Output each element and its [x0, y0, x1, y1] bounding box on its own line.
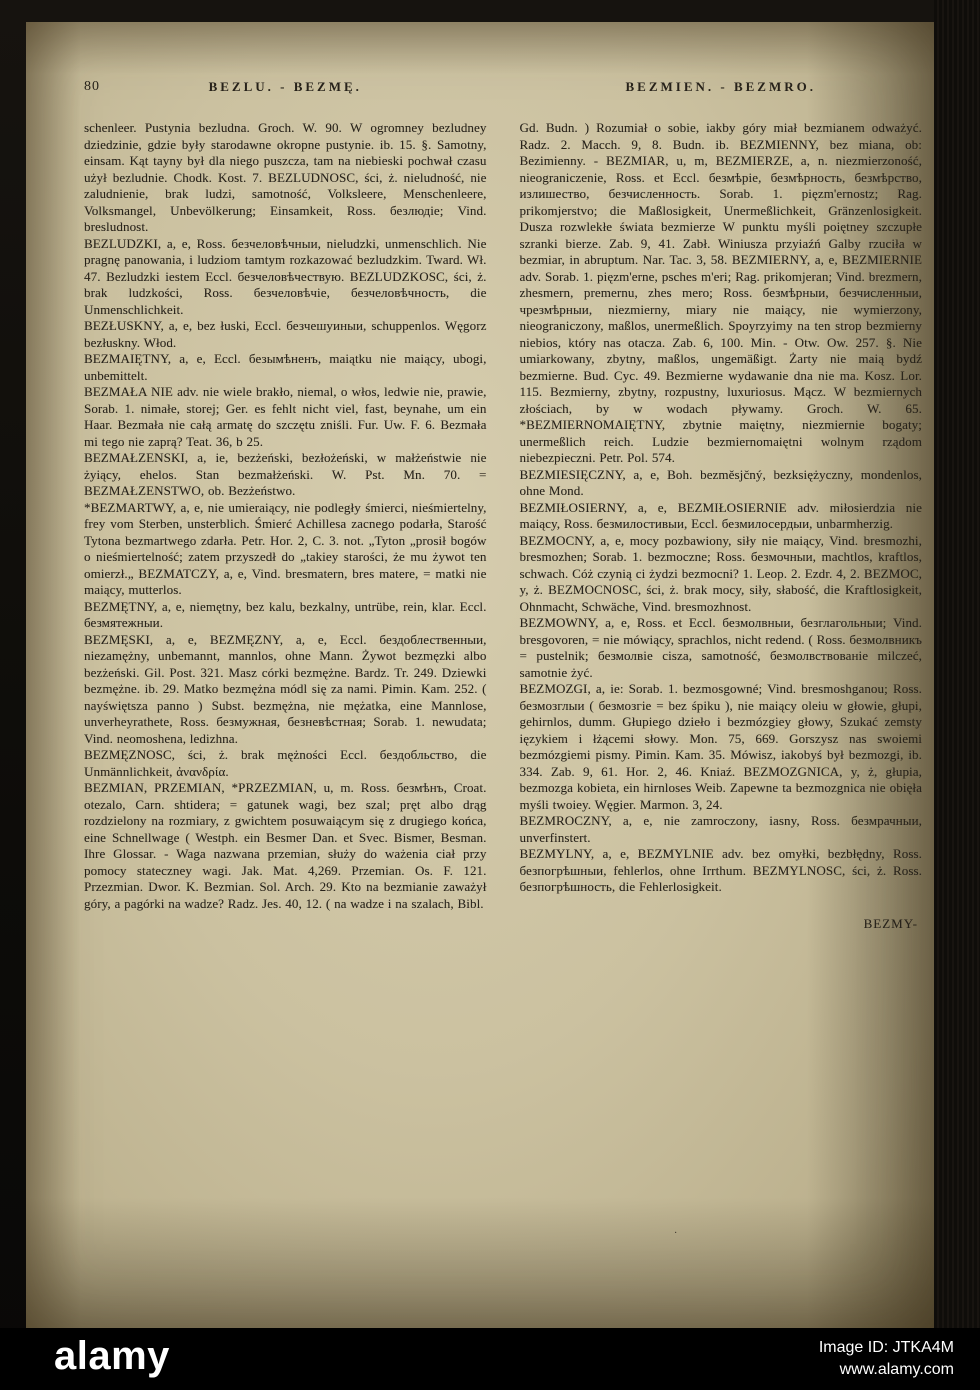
- text-columns: [84, 120, 922, 932]
- dictionary-paragraph: BEZMĘTNY, a, e, niemętny, bez kalu, bezkalny, untrübe, rein, klar. Eccl. безмятежныи.: [84, 598, 487, 630]
- running-head-right: BEZMIEN. - BEZMRO.: [625, 79, 816, 94]
- dictionary-paragraph: BEZMĘZNOSC, ści, ż. brak mężności Eccl. бездобльство, die Unmännlichkeit, ἀνανδρία.: [84, 747, 487, 779]
- dictionary-paragraph: BEZMIAN, PRZEMIAN, *PRZEZMIAN, u, m. Ross. безмѣнъ, Croat. otezalo, Carn. shtidera; = gatunek wagi, bez szal; pręt albo drąg rozdzielony na rozmiary, z gwichtem posuwaiącym się z drugiego końca, eine Schnellwage ( Westph. ein Besmer Dan. et Svec. Bismer, Besman. Ihre Glossar. - Waga nazwana przemian, służy do ważenia ciał przy pomocy stateczney wagi. Jak. Mat. 4,269. Przemian. Os. F. 121. Przezmian. Dwor. K. Bezmian. Sol. Arch. 29. Kto na bezmianie zaważył góry, a pagórki na wadze? Radz. Jes. 40, 12. ( na wadze i na szalach, Bibl.: [84, 780, 487, 911]
- page-header: [84, 78, 922, 96]
- print-artifact-dot: ·: [674, 1228, 678, 1239]
- dictionary-page: [26, 22, 934, 1328]
- catchword: BEZMY-: [863, 915, 918, 931]
- watermark-bar: [0, 1328, 980, 1390]
- right-column: [520, 120, 923, 932]
- watermark-credit: [819, 1337, 954, 1382]
- watermark-url: www.alamy.com: [839, 1361, 954, 1378]
- right-column-text: [520, 120, 923, 896]
- dictionary-paragraph: BEZŁUSKNY, a, e, bez łuski, Eccl. безчешуиныи, schuppenlos. Węgorz bezłuskny. Włod.: [84, 318, 487, 350]
- dictionary-paragraph: BEZMOWNY, a, e, Ross. et Eccl. безмолвныи, безглагольныи; Vind. bresgovoren, = nie mówiący, sprachlos, nicht redend. ( Ross. безмолвникъ = pustelnik; безмолвіе cisza, samotność, безмолвствованіе milczeć, samotnie żyć.: [519, 615, 922, 680]
- dictionary-paragraph: BEZMAIĘTNY, a, e, Eccl. безымѣненъ, maiątku nie maiący, ubogi, unbemittelt.: [84, 351, 487, 383]
- dictionary-paragraph: schenleer. Pustynia bezludna. Groch. W. 90. W ogromney bezludney dziedzinie, gdzie były starodawne okropne pustynie. ib. 15. §. Samotny, einsam. Kąt tayny był dla niego puszcza, tam na niebieski pochwał czasu użył bezludnie. Chodk. Kost. 7. BEZLUDNOSC, ści, ż. nieludność, nie zaludnienie, brak ludzi, samotność, Volksleere, Menschenleere, Volksmangel, Unbevölkerung; Einsamkeit, Ross. безлюдіе; Vind. bresludnost.: [84, 120, 487, 234]
- dictionary-paragraph: *BEZMARTWY, a, e, nie umieraiący, nie podległy śmierci, nieśmiertelny, frey vom Sterben, unsterblich. Śmierć Achillesa zacnego podarła, Starość Tytona bezmartwego zdarła. Petr. Hor. 2, C. 3. not. „Tyton „prosił bogów o nieśmiertelność; zatem przyszedł do „takiey starości, że mu żywot ten omierzł.„ BEZMATCZY, a, e, Vind. bresmatern, bres matere, = matki nie maiący, mutterlos.: [84, 499, 487, 597]
- dictionary-paragraph: Gd. Budn. ) Rozumiał o sobie, iakby góry miał bezmianem odważyć. Radz. 2. Macch. 9, 8. Budn. ib. BEZMIENNY, bez miana, ob: Bezimienny. - BEZMIAR, u, m, BEZMIERZE, a, n. niezmierzoność, nieograniczenie, Ross. et Eccl. безмѣріе, безмѣрность, безмѣрство, излишество, безчисленность. Sorab. 1. pięzm'ernostz; Rag. prikomjerstvo; die Maßlosigkeit, Unermeßlichkeit, Gränzenlosigkeit. Dusza rozwlekłe świata bezmierze W punktu myśli poiętney szczupłe szranki bierze. Zab. 9, 41. Zabł. Winiusza przyiaźń Galby rzuciła w bezmiar, in abruptum. Nar. Tac. 3, 58. BEZMIERNY, a, e, BEZMIERNIE adv. Sorab. 1. pięzm'erne, psches m'eri; Rag. prikomjeran; Vind. brezmern, zhesmern, premernu, zhes mero; Ross. безмѣрныи, безчисленныи, чрезмѣрныи, niezmierny, miary nie maiący, nie wymierzony, nieograniczony, maßlos, unermeßlich. Spoyrzyimy na ten strop bezmierny niebios, który nas otacza. Zab. 6, 100. Min. - Otw. Ow. 257. §. Nie umiarkowany, zbytny, maßlos, ungemäßigt. Żarty nie maią bydź bezmierne. Bud. Cyc. 49. Bezmierne wydawanie dna nie ma. Kosz. Lor. 115. Bezmierny, zbytny, rozpustny, luxuriosus. Mącz. W bezmiernych złościach, by w wodach pływamy. Groch. W. 65. *BEZMIERNOMAIĘTNY, zbytnie maiętny, niezmiernie bogaty; unermeßlich reich. Ludzie bezmiernomaiętni wolnym rządom niebezpieczni. Petr. Pol. 574.: [519, 120, 922, 465]
- page-number: 80: [84, 79, 100, 94]
- dictionary-paragraph: BEZMYLNY, a, e, BEZMYLNIE adv. bez omyłki, bezbłędny, Ross. безпогрѣшныи, fehlerlos, ohne Irrthum. BEZMYLNOSC, ści, ż. Ross. безпогрѣшность, die Fehlerlosigkeit.: [519, 846, 922, 894]
- running-head-left: BEZLU. - BEZMĘ.: [208, 79, 362, 94]
- dictionary-paragraph: BEZMIŁOSIERNY, a, e, BEZMIŁOSIERNIE adv. miłosierdzia nie maiący, Ross. безмилостивыи, Eccl. безмилосердыи, unbarmherzig.: [519, 499, 922, 531]
- left-column: [84, 120, 487, 932]
- image-id: Image ID: JTKA4M: [818, 1338, 954, 1356]
- header-right-column: [520, 78, 923, 96]
- alamy-logo: alamy: [54, 1334, 170, 1378]
- dictionary-paragraph: BEZMOCNY, a, e, mocy pozbawiony, siły nie maiący, Vind. bresmozhi, bresmozhen; Sorab. 1. bezmoczne; Ross. безмочныи, machtlos, kraftlos, schwach. Cóż czynią ci żydzi bezmocni? 1. Leop. 2. Ezdr. 4, 2. BEZMOC, y, ż. BEZMOCNOSC, ści, ż. brak mocy, siły, słabość, die Kraftlosigkeit, Ohnmacht, Schwäche, Vind. bresmozhnost.: [519, 532, 922, 614]
- dictionary-paragraph: BEZMOZGI, a, ie: Sorab. 1. bezmosgowné; Vind. bresmoshganou; Ross. безмозглыи ( безмозгіе = bez śpiku ), nie maiący oleiu w głowie, głupi, gehirnlos, dumm. Głupiego dzieło i bezmózgiey głowy, Szukać zemsty ięzykiem i łżącemi słowy. Mon. 75, 669. Gorszysz nas swoiemi bezmózgiemi pismy. Pimin. Kam. 35. Mówisz, iakobyś był bezmozgi, ib. 334. Zab. 9, 61. Hor. 2, 46. Kniaź. BEZMOZGNICA, y, ż, głupia, bezmozga kobieta, ein hirnloses Weib. Zapewne ta bezmozgnica nie obięła myśli twoiey. Węgier. Marmon. 3, 24.: [519, 681, 922, 812]
- dictionary-paragraph: BEZLUDZKI, a, e, Ross. безчеловѣчныи, nieludzki, unmenschlich. Nie pragnę panowania, i ludziom tamtym rozkazować bezludzkim. Tward. Wł. 47. Bezludzki iestem Eccl. безчеловѣчествую. BEZLUDZKOSC, ści, ż. brak ludzkości, Ross. безчеловѣчіе, безчеловѣчность, die Unmenschlichkeit.: [84, 235, 487, 317]
- dictionary-paragraph: BEZMIESIĘCZNY, a, e, Boh. bezměsjčný, bezksiężyczny, mondenlos, ohne Mond.: [519, 466, 922, 498]
- dictionary-paragraph: BEZMAŁZENSKI, a, ie, bezżeński, bezłożeński, w małżeństwie nie żyiący, ehelos. Stan bezmałżeński. W. Pst. Mn. 70. = BEZMAŁZENSTWO, ob. Bezżeństwo.: [84, 450, 487, 498]
- dictionary-paragraph: BEZMROCZNY, a, e, nie zamroczony, iasny, Ross. безмрачныи, unverfinstert.: [519, 813, 922, 845]
- dictionary-paragraph: BEZMĘSKI, a, e, BEZMĘZNY, a, e, Eccl. бездоблественныи, niezamężny, unbemannt, mannlos, ohne Mann. Żywot bezmęzki albo bezżeński. Gil. Post. 321. Masz córki bezmężne. Bardz. Tr. 249. Dziewki bezmężne. ib. 29. Matko bezmężna módl się za nami. Pimin. Kam. 252. ( nayświętsza panno ) Subst. bezmężna, nie mężatka, eine Mannlose, unverheyrathete, Ross. безмужная, безневѣстная; Sorab. 1. newudata; Vind. neomoshena, ledizhna.: [84, 631, 487, 746]
- header-left-column: [84, 78, 487, 96]
- book-edge: [934, 0, 980, 1390]
- dictionary-paragraph: BEZMAŁA NIE adv. nie wiele brakło, niemal, o włos, ledwie nie, prawie, Sorab. 1. nimałe, storej; Ger. es fehlt nicht viel, fast, beynahe, um ein Haar. Bezmała nie całą armatę do szczętu zniśli. Fur. Uw. F. 6. Bezmała mi tego nie zaprą? Teat. 36, b 25.: [84, 384, 487, 449]
